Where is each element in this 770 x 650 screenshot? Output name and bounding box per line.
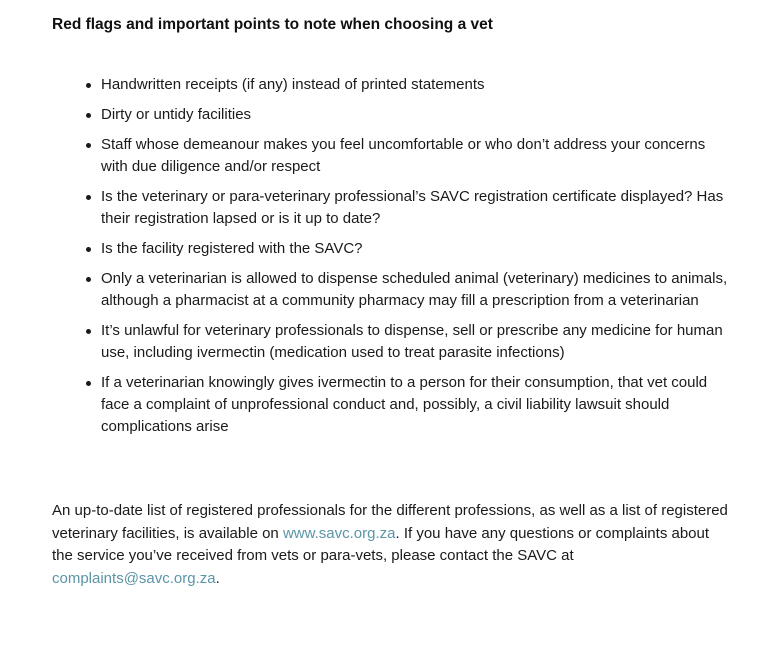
contact-paragraph bbox=[52, 500, 732, 590]
paragraph-text: . bbox=[215, 569, 220, 587]
list-item-text: Handwritten receipts (if any) instead of printed statements bbox=[101, 76, 485, 93]
list-item-text: Dirty or untidy facilities bbox=[101, 106, 252, 123]
list-item bbox=[101, 104, 730, 126]
paragraph-text: An up-to-date list of registered professionals for the different professions, as well as a list of registered veterinary facilities, is available on bbox=[52, 502, 728, 542]
list-item bbox=[101, 74, 730, 96]
bullet-icon bbox=[86, 195, 91, 200]
bullet-icon bbox=[86, 143, 91, 148]
section-heading: Red flags and important points to note when choosing a vet bbox=[52, 16, 493, 33]
list-item bbox=[101, 372, 730, 438]
list-item-text: It’s unlawful for veterinary professionals to dispense, sell or prescribe any medicine for human use, including ivermectin (medication used to treat parasite infections) bbox=[101, 322, 723, 361]
list-item-text: Staff whose demeanour makes you feel uncomfortable or who don’t address your concerns with due diligence and/or respect bbox=[101, 136, 706, 175]
list-item bbox=[101, 320, 730, 364]
bullet-icon bbox=[86, 83, 91, 88]
paragraph-text: . If you have any questions or complaints about the service you’ve received from vets or para-vets, please contact the SAVC at bbox=[52, 524, 710, 564]
list-item bbox=[101, 238, 730, 260]
savc-website-link[interactable]: www.savc.org.za bbox=[282, 524, 396, 542]
list-item bbox=[101, 186, 730, 230]
bullet-icon bbox=[86, 113, 91, 118]
list-item bbox=[101, 268, 730, 312]
list-item-text: If a veterinarian knowingly gives ivermectin to a person for their consumption, that vet could face a complaint of unprofessional conduct and, possibly, a civil liability lawsuit should complications arise bbox=[101, 374, 708, 435]
bullet-icon bbox=[86, 277, 91, 282]
bullet-icon bbox=[86, 247, 91, 252]
red-flags-list bbox=[0, 74, 730, 446]
list-item-text: Is the facility registered with the SAVC? bbox=[101, 240, 363, 257]
bullet-icon bbox=[86, 381, 91, 386]
complaints-email-link[interactable]: complaints@savc.org.za bbox=[52, 569, 216, 587]
list-item bbox=[101, 134, 730, 178]
list-item-text: Only a veterinarian is allowed to dispense scheduled animal (veterinary) medicines to animals, although a pharmacist at a community pharmacy may fill a prescription from a veterinarian bbox=[101, 270, 728, 309]
list-item-text: Is the veterinary or para-veterinary professional’s SAVC registration certificate displayed? Has their registration lapsed or is it up to date? bbox=[101, 188, 724, 227]
bullet-icon bbox=[86, 329, 91, 334]
